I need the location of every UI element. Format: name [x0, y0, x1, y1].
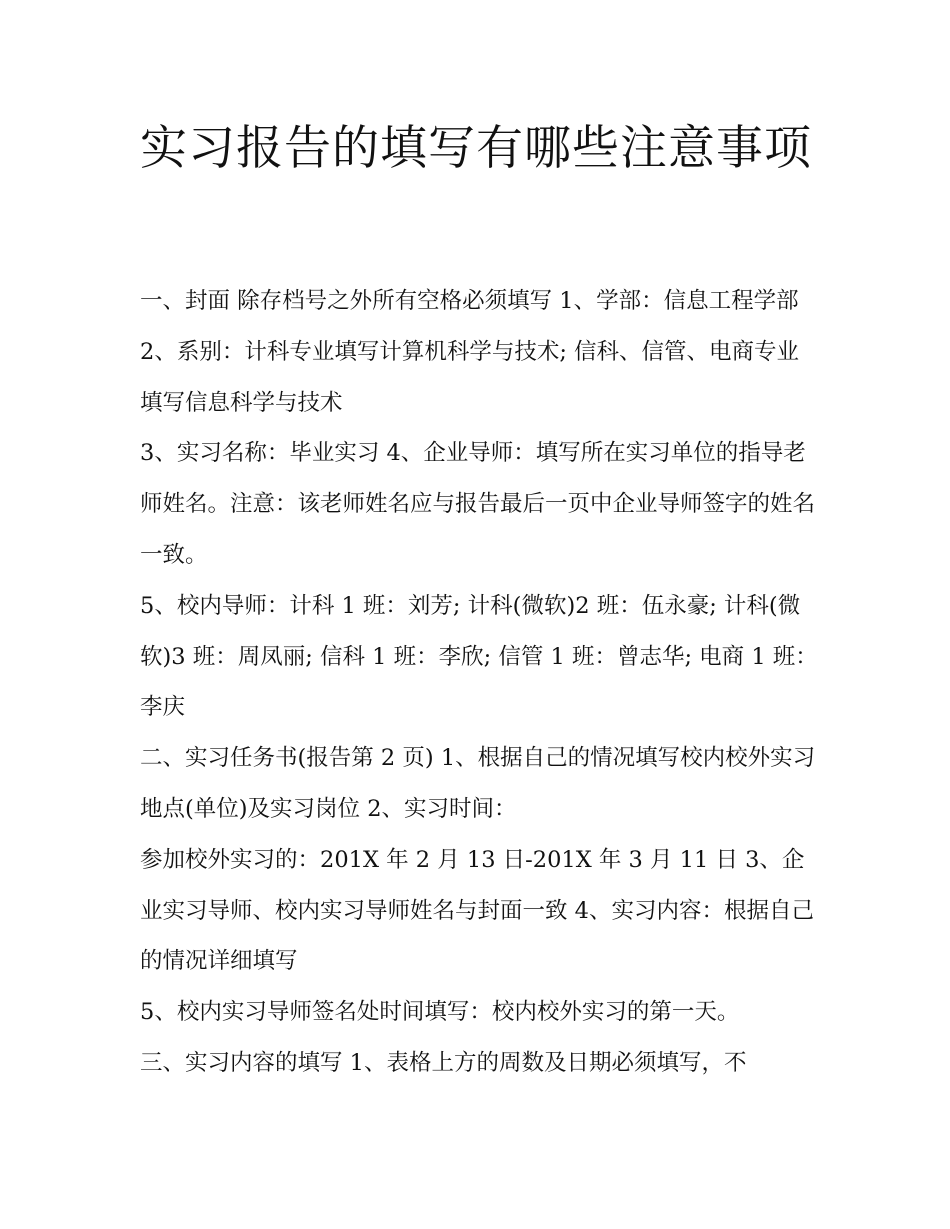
paragraph-advisor-signature: 5、校内实习导师签名处时间填写：校内校外实习的第一天。	[140, 999, 740, 1026]
paragraph-internship-name: 3、实习名称：毕业实习 4、企业导师：填写所在实习单位的指导老师姓名。注意：该老师姓名应与报告最后一页中企业导师签字的姓名一致。	[140, 440, 816, 568]
paragraph-school-advisors: 5、校内导师：计科 1 班：刘芳; 计科(微软)2 班：伍永豪; 计科(微软)3 班：周凤丽; 信科 1 班：李欣; 信管 1 班：曾志华; 电商 1 班：李庆	[140, 592, 818, 721]
paragraph-internship-time: 参加校外实习的：201X 年 2 月 13 日-201X 年 3 月 11 日 3、企业实习导师、校内实习导师姓名与封面一致 4、实习内容：根据自己的情况详细填写	[140, 846, 814, 975]
document-body	[140, 276, 820, 1089]
document-title: 实习报告的填写有哪些注意事项	[140, 121, 812, 176]
paragraph-cover: 一、封面 除存档号之外所有空格必须填写 1、学部：信息工程学部 2、系别：计科专业填写计算机科学与技术; 信科、信管、电商专业填写信息科学与技术	[140, 288, 800, 416]
paragraph-internship-content: 三、实习内容的填写 1、表格上方的周数及日期必须填写，不	[140, 1049, 747, 1076]
paragraph-task-book: 二、实习任务书(报告第 2 页) 1、根据自己的情况填写校内校外实习地点(单位)及实习岗位 2、实习时间：	[140, 745, 816, 822]
